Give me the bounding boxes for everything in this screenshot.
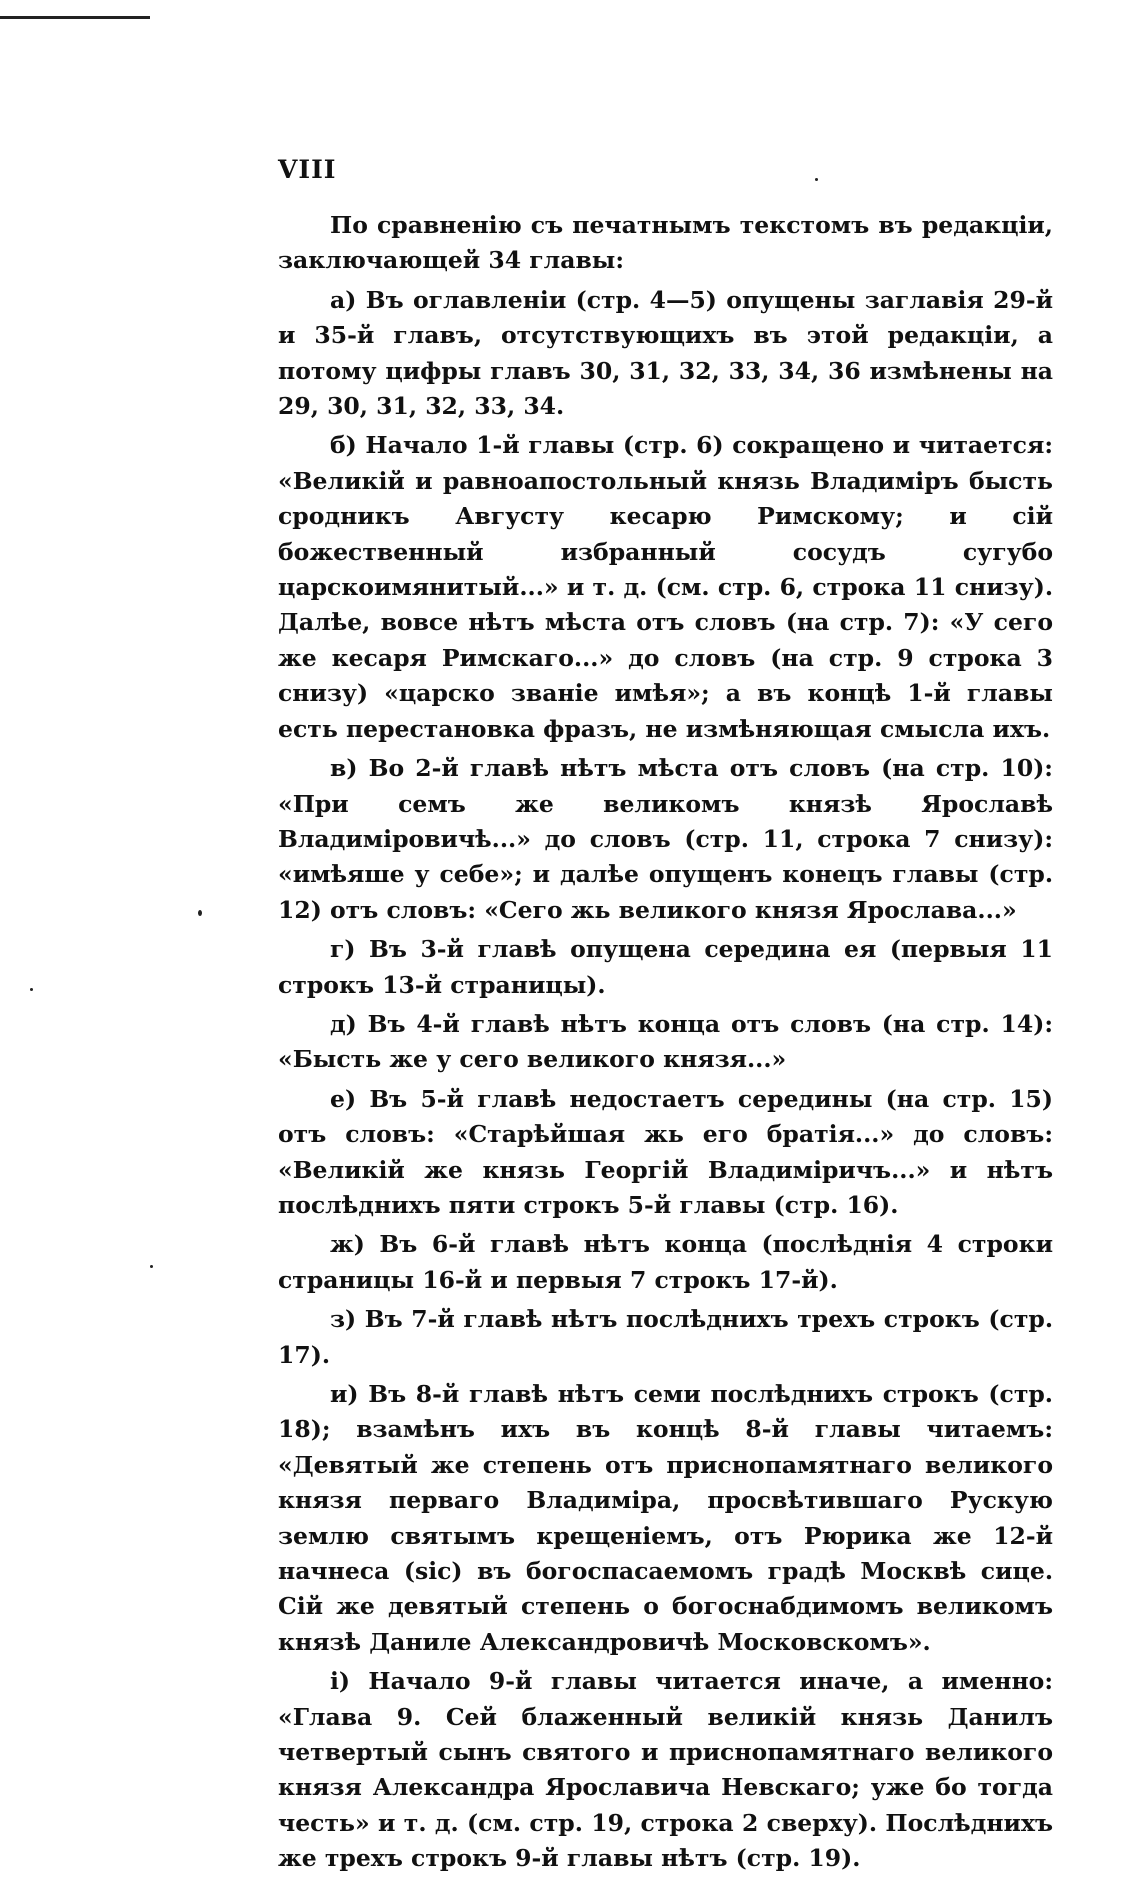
paragraph-zh: ж) Въ 6-й главѣ нѣтъ конца (послѣднія 4 строки страницы 16-й и первыя 7 строкъ 17-й).: [278, 1230, 1053, 1294]
paragraph-b: б) Начало 1-й главы (стр. 6) сокращено и читается: «Великій и равноапостольный князь Владиміръ бысть сродникъ Августу кесарю Римскому; и сій божественный избранный сосудъ сугубо царскоимянитый...» и т. д. (см. стр. 6, строка 11 снизу). Далѣе, вовсе нѣтъ мѣста отъ словъ (на стр. 7): «У сего же кесаря Римскаго...» до словъ (на стр. 9 строка 3 снизу) «царско званіе имѣя»; а въ концѣ 1-й главы есть перестановка фразъ, не измѣняющая смысла ихъ.: [278, 431, 1053, 743]
paragraph-g: г) Въ 3-й главѣ опущена середина ея (первыя 11 строкъ 13-й страницы).: [278, 935, 1053, 999]
scan-speck: [150, 1265, 153, 1268]
paragraph-d: д) Въ 4-й главѣ нѣтъ конца отъ словъ (на стр. 14): «Бысть же у сего великого князя...»: [278, 1009, 1053, 1074]
paragraph-i: и) Въ 8-й главѣ нѣтъ семи послѣднихъ строкъ (стр. 18); взамѣнъ ихъ въ концѣ 8-й главы читаемъ: «Девятый же степень отъ приснопамятнаго великого князя перваго Владиміра, просвѣтившаго Рускую землю святымъ крещеніемъ, отъ Рюрика же 12-й начнеса (sic) въ богоспасаемомъ градѣ Москвѣ сице. Сій же девятый степень о богоснабдимомъ великомъ князѣ Даниле Александровичѣ Московскомъ».: [278, 1380, 1053, 1656]
scan-speck: [30, 988, 33, 991]
paragraph-a: а) Въ оглавленіи (стр. 4—5) опущены заглавія 29-й и 35-й главъ, отсутствующихъ въ этой редакціи, а потому цифры главъ 30, 31, 32, 33, 34, 36 измѣнены на 29, 30, 31, 32, 33, 34.: [278, 285, 1053, 421]
paragraph-v: в) Во 2-й главѣ нѣтъ мѣста отъ словъ (на стр. 10): «При семъ же великомъ князѣ Ярославѣ Владиміровичѣ...» до словъ (стр. 11, строка 7 снизу): «имѣяше у себе»; и далѣе опущенъ конецъ главы (стр. 12) отъ словъ: «Сего жь великого князя Ярослава...»: [278, 754, 1053, 924]
scan-speck: [815, 178, 818, 181]
page-number: VIII: [278, 155, 337, 184]
body-text: [278, 208, 1053, 1881]
paragraph-z: з) Въ 7-й главѣ нѣтъ послѣднихъ трехъ строкъ (стр. 17).: [278, 1305, 1053, 1369]
paragraph-e: е) Въ 5-й главѣ недостаетъ середины (на стр. 15) отъ словъ: «Старѣйшая жь его братія...» до словъ: «Великій же князь Георгій Владиміричъ...» и нѣтъ послѣднихъ пяти строкъ 5-й главы (стр. 16).: [278, 1084, 1053, 1219]
top-edge-rule: [0, 16, 150, 19]
paragraph-intro: По сравненію съ печатнымъ текстомъ въ редакціи, заключающей 34 главы:: [278, 211, 1053, 275]
scan-speck: [198, 910, 202, 916]
paragraph-i-dot: і) Начало 9-й главы читается иначе, а именно: «Глава 9. Сей блаженный великій князь Данилъ четвертый сынъ святого и приснопамятнаго великого князя Александра Ярославича Невскаго; уже бо тогда честь» и т. д. (см. стр. 19, строка 2 сверху). Послѣднихъ же трехъ строкъ 9-й главы нѣтъ (стр. 19).: [278, 1667, 1053, 1873]
